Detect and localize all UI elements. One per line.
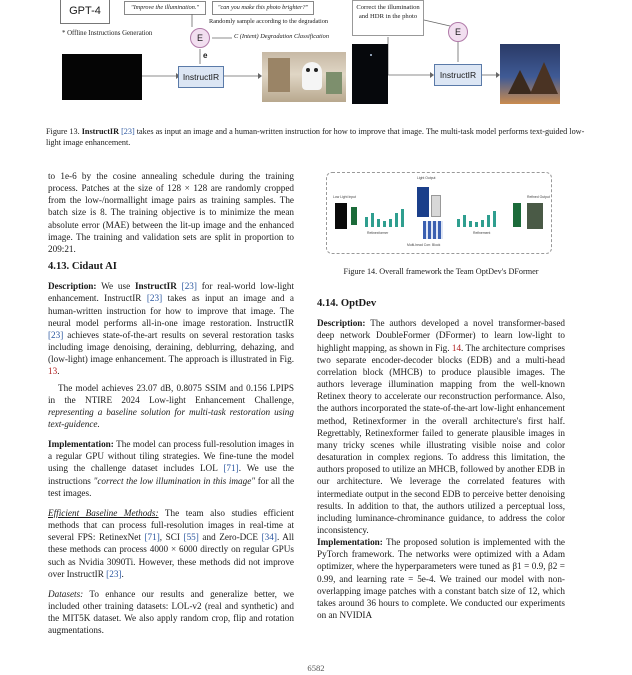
fig14-input-feature xyxy=(351,207,357,225)
fig14-encoder-bars-1 xyxy=(363,201,411,231)
embedding-node-left: E xyxy=(190,28,210,48)
retinexformer-label: Retinexformer xyxy=(367,231,389,235)
refinement-label: Refinement xyxy=(473,231,491,235)
fig14-mid-image xyxy=(431,195,441,217)
fig14-encoder-bars-2 xyxy=(455,201,505,231)
fig14-mid-feature xyxy=(417,187,429,217)
paragraph-training: to 1e-6 by the cosine annealing schedule during the training process. Patches at the size of 128 × 128 are randomly cropped from the low-/normallight image pairs as training samples. The batch size is 8. The training objective is to minimize the mean absolute error (MAE) between the lit-up image and the enhanced image. The training and validation sets are split in proportion to 209:21. xyxy=(48,171,294,254)
dark-input-photo xyxy=(352,44,388,104)
embedding-node-right: E xyxy=(448,22,468,42)
sample-note: Randomly sample according to the degradation xyxy=(209,18,329,25)
caption-text: takes as input an image and a human-written instruction for how to improve that image. The multi-task model performs text-guided low-light image enhancement. xyxy=(46,127,585,147)
refined-output-label: Refined Output xyxy=(527,195,550,199)
fig14-mhcb-block xyxy=(423,221,443,239)
gpt4-box: GPT-4 xyxy=(60,0,110,24)
citation-link[interactable]: [23] xyxy=(146,293,163,304)
citation-link[interactable]: [23] xyxy=(48,329,64,340)
figure-14-caption: Figure 14. Overall framework the Team OptDev's DFormer xyxy=(343,267,539,276)
caption-cite[interactable]: [23] xyxy=(121,127,135,136)
paragraph-optdev-description: Description: The authors developed a novel transformer-based deep network DoubleFormer (DFormer) to learn low-light to highlight mapping, as shown in Fig. 14. The architecture comprises two separate encoder-decoder blocks (EDB) and a multi-head correlation block (MHCB) to produce plausible images. The authors leverage illumination mapping from the well-known Retinex theory to accelerate our reconstruction performance. Also, the authors incorporated the state-of-the-art low-light enhancement method, Retinexformer in the overall architecture's first half. Regrettably, Retinexformer failed to generate plausible images in many tricky scenes while illustrating visible noise and color desaturation in complex regions. To address this limitation, the authors proposed to utilize an MHCB, followed by another EDB in our architecture. We leverage the correlated features with intermediate output in the second EDB to perceive better denoising results. In addition to that, the authors utilized a perceptual loss, including luminance-chrominance guidance, to address the color inconsistency. xyxy=(317,318,565,535)
citation-link[interactable]: [71] xyxy=(144,532,160,543)
page-number: 6582 xyxy=(307,663,325,673)
paragraph-efficient-baselines: Efficient Baseline Methods: The team also studies efficient methods that can process full-resolution images in real-time at several FPS: RetinexNet [71], SCI [55] and Zero-DCE [34]. All these methods can process 4000 × 6000 directly on regular GPUs such as Nvidia 3090Ti. However, these methods did not improve over InstructIR [23]. xyxy=(48,507,295,579)
citation-link[interactable]: [55] xyxy=(183,532,199,543)
figure-13 xyxy=(0,0,632,147)
section-title-cidaut: 4.13. Cidaut AI xyxy=(48,261,117,273)
paragraph-cidaut-implementation: Implementation: The model can process full-resolution images in a regular GPU without tiling strategies. We fine-tune the model using the challenge dataset includes LOL [71]. We use the instructions "correct the low illumination in this image" for all the test images. xyxy=(48,439,295,498)
paragraph-datasets: Datasets: To enhance our results and generalize better, we included other training datasets: LOL-v2 (real and synthetic) and the MIT5K dataset. We also apply random crop, flip and rotation augmentations. xyxy=(48,588,295,636)
instructir-block-left: InstructIR xyxy=(178,66,224,88)
paragraph-cidaut-results: The model achieves 23.07 dB, 0.8075 SSIM and 0.156 LPIPS in the NTIRE 2024 Low-light Enhancement Challenge, representing a baseline solution for multi-task restoration using text-guidence. xyxy=(48,382,294,429)
figure-link[interactable]: 14 xyxy=(451,342,462,353)
mhcb-label: Multi-head Corr. Block xyxy=(407,243,441,247)
instruction-quote-1: "Improve the illumination." xyxy=(124,1,206,15)
section-title-optdev: 4.14. OptDev xyxy=(317,298,377,310)
enhanced-output-photo xyxy=(262,52,346,102)
embedding-label-left: e xyxy=(203,51,208,60)
caption-label: Figure 13. xyxy=(46,127,80,136)
paragraph-cidaut-description: Description: We use InstructIR [23] for real-world low-light enhancement. InstructIR [23] takes as input an image and a human-written instruction for how to improve that image. The neural model performs all-in-one image restoration. InstructIR [23] achieves state-of-the-art results on several restoration tasks including image denoising, deraining, deblurring, dehazing, and (low-light) image enhancement. The approach is illustrated in Fig. 13. xyxy=(48,281,294,377)
paragraph-optdev-implementation: Implementation: The proposed solution is implemented with the PyTorch framework. The networks were optimized with a Adam optimizer, where the hyperparameters were tuned as β1 = 0.9, β2 = 0.99, and learning rate = 5e-4. We trained our model with non-overlapping image patches with a constant batch size of 12, which takes around 36 hours to complete. We conducted our experiments on an NVIDIA xyxy=(317,537,565,621)
fig14-output-image xyxy=(527,203,543,229)
low-light-input-photo xyxy=(62,54,142,100)
figure-13-caption xyxy=(46,126,586,148)
left-column xyxy=(48,170,294,640)
figure-14-diagram xyxy=(326,172,552,254)
instruction-quote-right: Correct the illumination and HDR in the photo xyxy=(352,0,424,36)
instructir-block-right: InstructIR xyxy=(434,64,482,86)
instruction-quote-2: "can you make this photo brighter?" xyxy=(212,1,314,15)
citation-link[interactable]: [34] xyxy=(261,532,277,543)
citation-link[interactable]: [23] xyxy=(106,568,122,579)
fig14-input-image xyxy=(335,203,347,229)
figure-link[interactable]: 13 xyxy=(48,366,58,377)
fig14-output-feature xyxy=(513,203,521,227)
low-light-input-label: Low Light Input xyxy=(333,195,356,199)
right-column xyxy=(317,266,565,625)
light-output-label: Light Output xyxy=(417,176,436,180)
offline-note: * Offline Instructions Generation xyxy=(62,30,153,37)
citation-link[interactable]: [23] xyxy=(181,281,197,292)
citation-link[interactable]: [71] xyxy=(223,463,239,474)
intent-note: C (Intent) Degradation Classification xyxy=(234,33,329,40)
hdr-output-photo xyxy=(500,44,560,104)
caption-name: InstructIR xyxy=(81,127,120,136)
